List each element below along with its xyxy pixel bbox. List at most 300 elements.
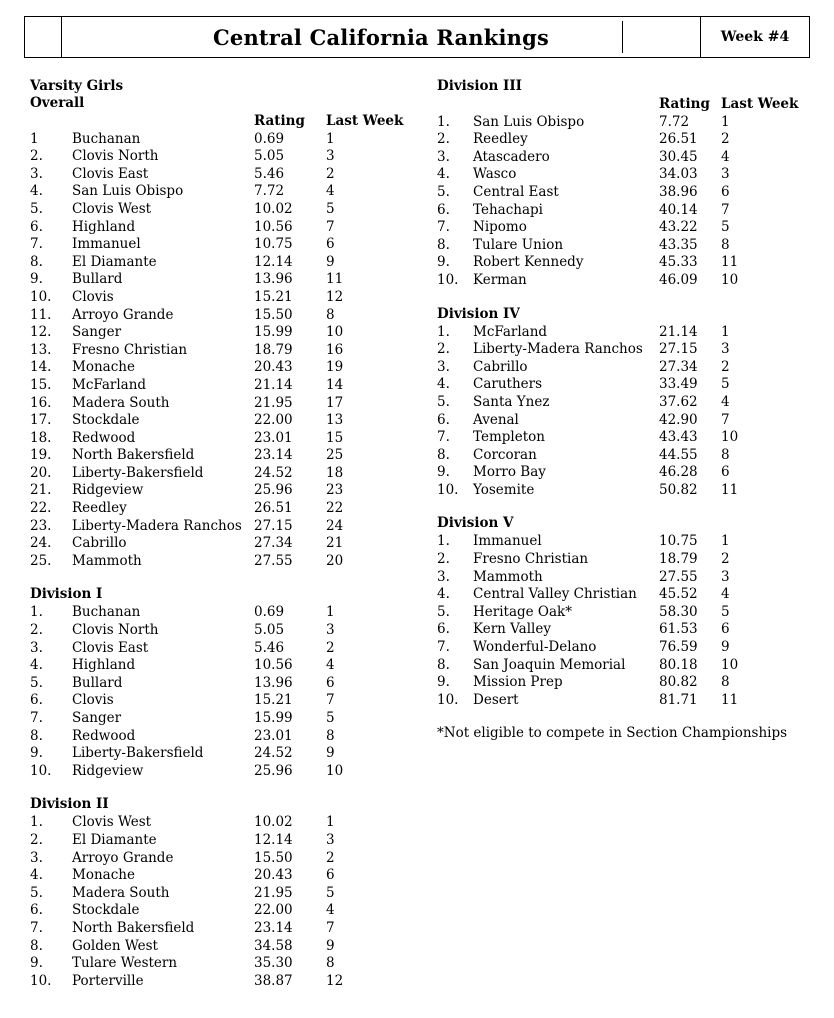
week-label: Week #4 — [720, 29, 790, 45]
rating-cell: 43.43 — [659, 429, 698, 446]
section-title: Overall — [30, 95, 85, 111]
rank-cell: 13. — [30, 341, 52, 358]
team-cell: North Bakersfield — [72, 447, 195, 464]
table-row — [30, 447, 406, 465]
rank-cell: 10. — [30, 288, 52, 305]
table-row — [437, 324, 801, 342]
last-week-cell: 8 — [326, 727, 335, 744]
last-week-cell: 13 — [326, 412, 344, 429]
last-week-cell: 6 — [721, 464, 730, 481]
table-row — [30, 920, 406, 938]
rating-cell: 40.14 — [659, 201, 698, 218]
section-title: Division II — [30, 796, 109, 813]
last-week-cell: 5 — [326, 710, 335, 726]
ranking-section — [437, 78, 817, 290]
rank-cell: 8. — [437, 656, 450, 673]
last-week-cell: 5 — [721, 219, 730, 236]
last-week-cell: 21 — [326, 535, 344, 552]
table-row — [437, 341, 801, 359]
table-row — [437, 604, 801, 622]
footnote: *Not eligible to compete in Section Championships — [437, 725, 788, 742]
last-week-cell: 2 — [721, 551, 730, 568]
rank-cell: 3. — [437, 568, 450, 585]
rating-cell: 15.99 — [254, 710, 293, 726]
team-cell: Clovis North — [72, 148, 159, 165]
rank-cell: 4. — [437, 376, 450, 393]
table-row — [437, 254, 801, 272]
rank-cell: 10. — [437, 271, 459, 288]
team-cell: Liberty-Madera Ranchos — [473, 341, 643, 358]
rank-cell: 6. — [30, 692, 43, 709]
team-cell: Madera South — [72, 394, 170, 411]
table-row — [30, 271, 406, 289]
team-cell: Golden West — [72, 937, 158, 954]
section-title: Division III — [437, 78, 523, 94]
rating-cell: 23.01 — [254, 727, 293, 744]
team-cell: Yosemite — [473, 481, 535, 498]
rank-cell: 6. — [30, 902, 43, 919]
team-cell: Clovis West — [72, 814, 152, 831]
team-cell: Redwood — [72, 429, 136, 446]
rank-cell: 3. — [437, 358, 450, 375]
team-cell: Highland — [72, 657, 136, 674]
rating-cell: 10.56 — [254, 657, 293, 674]
last-week-cell: 7 — [326, 692, 335, 709]
last-week-cell: 7 — [326, 919, 335, 936]
team-cell: Monache — [72, 867, 135, 884]
rank-cell: 8. — [437, 236, 450, 253]
team-cell: Corcoran — [473, 446, 537, 463]
rating-cell: 18.79 — [254, 341, 293, 358]
team-cell: San Joaquin Memorial — [473, 656, 626, 673]
last-week-cell: 15 — [326, 429, 344, 446]
rating-cell: 12.14 — [254, 253, 293, 270]
rating-cell: 21.14 — [254, 376, 293, 393]
rating-cell: 27.15 — [254, 517, 293, 534]
table-row — [30, 254, 406, 272]
last-week-cell: 17 — [326, 394, 344, 411]
rating-cell: 21.14 — [659, 323, 698, 340]
rank-cell: 4. — [437, 166, 450, 183]
rank-cell: 8. — [30, 727, 43, 744]
rank-cell: 1. — [30, 814, 43, 831]
team-cell: Cabrillo — [473, 358, 528, 375]
table-row — [30, 236, 406, 254]
rating-cell: 43.35 — [659, 236, 698, 253]
table-row — [30, 692, 406, 710]
rank-cell: 22. — [30, 500, 52, 517]
last-week-cell: 4 — [721, 393, 730, 410]
rating-cell: 37.62 — [659, 393, 698, 410]
last-week-cell: 4 — [721, 148, 730, 165]
rank-cell: 3. — [30, 639, 43, 656]
rank-cell: 7. — [437, 429, 450, 446]
rank-header — [30, 113, 72, 131]
rank-cell: 1. — [437, 533, 450, 550]
team-cell: Tehachapi — [473, 201, 543, 218]
team-cell: McFarland — [72, 376, 147, 393]
rating-cell: 5.46 — [254, 639, 285, 656]
rank-cell: 5. — [437, 393, 450, 410]
table-row — [30, 342, 406, 360]
table-row — [30, 814, 406, 832]
rating-cell: 20.43 — [254, 867, 293, 884]
rating-cell: 45.33 — [659, 254, 698, 271]
last-week-cell: 4 — [721, 586, 730, 603]
rating-cell: 27.15 — [659, 341, 698, 358]
rank-cell: 2. — [30, 831, 43, 848]
table-row — [30, 482, 406, 500]
table-row — [30, 553, 406, 571]
team-cell: Monache — [72, 359, 135, 376]
last-week-cell: 18 — [326, 464, 344, 481]
rank-cell: 19. — [30, 447, 52, 464]
rating-cell: 22.00 — [254, 412, 293, 429]
team-cell: Kern Valley — [473, 621, 551, 638]
rating-cell: 46.28 — [659, 464, 698, 481]
rating-cell: 44.55 — [659, 446, 698, 463]
rating-cell: 80.18 — [659, 656, 698, 673]
table-row — [30, 675, 406, 693]
last-week-cell: 2 — [721, 358, 730, 375]
last-week-cell: 6 — [326, 674, 335, 691]
last-week-cell: 7 — [721, 411, 730, 428]
last-week-cell: 5 — [326, 200, 335, 217]
table-row — [30, 465, 406, 483]
rankings-table — [437, 324, 801, 500]
rank-cell: 4. — [30, 183, 43, 200]
team-cell: Porterville — [72, 972, 144, 989]
rating-cell: 10.02 — [254, 814, 293, 831]
table-row — [30, 902, 406, 920]
rank-cell: 9. — [437, 674, 450, 691]
rank-cell: 2. — [437, 341, 450, 358]
table-row — [30, 412, 406, 430]
team-cell: Caruthers — [473, 376, 543, 393]
last-week-cell: 8 — [721, 674, 730, 691]
table-header-row — [437, 96, 801, 114]
rank-cell: 2. — [30, 148, 43, 165]
rating-cell: 15.50 — [254, 849, 293, 866]
rank-cell: 7. — [437, 219, 450, 236]
table-row — [437, 447, 801, 465]
last-week-cell: 11 — [721, 691, 739, 708]
table-row — [437, 219, 801, 237]
rating-cell: 24.52 — [254, 464, 293, 481]
team-cell: Bullard — [72, 271, 123, 288]
table-row — [437, 692, 801, 710]
team-cell: Tulare Union — [473, 236, 564, 253]
rating-cell: 15.21 — [254, 692, 293, 709]
team-cell: Arroyo Grande — [72, 306, 174, 323]
last-week-cell: 7 — [721, 201, 730, 218]
last-week-cell: 4 — [326, 902, 335, 919]
rating-cell: 34.03 — [659, 166, 698, 183]
rank-cell: 3. — [437, 148, 450, 165]
last-week-cell: 11 — [326, 271, 344, 288]
table-row — [437, 429, 801, 447]
rating-cell: 13.96 — [254, 674, 293, 691]
table-row — [437, 482, 801, 500]
last-week-cell: 2 — [326, 639, 335, 656]
table-row — [437, 621, 801, 639]
rank-cell: 4. — [30, 657, 43, 674]
last-week-cell: 10 — [326, 324, 344, 341]
rank-cell: 2. — [30, 622, 43, 639]
rating-cell: 10.02 — [254, 200, 293, 217]
rating-cell: 24.52 — [254, 745, 293, 762]
section-title: Division IV — [437, 305, 520, 322]
rating-cell: 27.34 — [659, 358, 698, 375]
table-row — [30, 973, 406, 991]
table-row — [30, 518, 406, 536]
team-cell: Buchanan — [72, 130, 141, 147]
last-week-cell: 2 — [326, 165, 335, 182]
rating-cell: 5.05 — [254, 622, 285, 639]
team-cell: El Diamante — [72, 253, 157, 270]
table-row — [437, 184, 801, 202]
table-row — [437, 533, 801, 551]
last-week-cell: 3 — [721, 166, 730, 183]
table-row — [437, 569, 801, 587]
rank-cell: 1. — [437, 113, 450, 130]
table-row — [30, 955, 406, 973]
right-sections — [437, 78, 817, 709]
rank-cell: 3. — [30, 165, 43, 182]
rating-cell: 50.82 — [659, 481, 698, 498]
table-row — [30, 885, 406, 903]
table-row — [437, 464, 801, 482]
team-cell: Liberty-Madera Ranchos — [72, 517, 242, 534]
table-row — [30, 500, 406, 518]
rating-cell: 43.22 — [659, 219, 698, 236]
left-sections — [30, 95, 430, 990]
last-week-cell: 5 — [721, 376, 730, 393]
table-row — [30, 289, 406, 307]
rank-cell: 5. — [437, 183, 450, 200]
rating-cell: 5.46 — [254, 165, 285, 182]
team-cell: Redwood — [72, 727, 136, 744]
rank-cell: 2. — [437, 131, 450, 148]
rank-cell: 8. — [437, 446, 450, 463]
table-row — [30, 324, 406, 342]
last-week-cell: 10 — [721, 429, 739, 446]
team-cell: Nipomo — [473, 219, 527, 236]
team-cell: Sanger — [72, 324, 122, 341]
table-row — [30, 657, 406, 675]
team-cell: Highland — [72, 218, 136, 235]
rating-cell: 45.52 — [659, 586, 698, 603]
ranking-section — [30, 796, 430, 990]
rank-cell: 8. — [30, 253, 43, 270]
last-week-cell: 8 — [721, 446, 730, 463]
rating-cell: 23.01 — [254, 429, 293, 446]
last-week-cell: 6 — [326, 867, 335, 884]
rank-cell: 9. — [30, 955, 43, 972]
table-row — [30, 131, 406, 149]
rank-cell: 10. — [437, 481, 459, 498]
team-cell: Clovis — [72, 288, 114, 305]
team-cell: Cabrillo — [72, 535, 127, 552]
last-week-cell: 3 — [721, 341, 730, 358]
rating-cell: 76.59 — [659, 639, 698, 656]
team-cell: Central East — [473, 183, 559, 200]
rank-cell: 1. — [437, 323, 450, 340]
rank-cell: 12. — [30, 324, 52, 341]
rating-cell: 21.95 — [254, 394, 293, 411]
rank-cell: 6. — [30, 218, 43, 235]
rank-cell: 7. — [30, 236, 43, 253]
team-cell: Fresno Christian — [473, 551, 589, 568]
rating-cell: 22.00 — [254, 902, 293, 919]
text-cursor — [622, 21, 623, 53]
rank-cell: 17. — [30, 412, 52, 429]
table-row — [30, 622, 406, 640]
rating-header: Rating — [659, 96, 710, 112]
rankings-table — [437, 96, 801, 290]
rating-cell: 7.72 — [254, 183, 285, 200]
team-cell: North Bakersfield — [72, 919, 195, 936]
table-row — [30, 148, 406, 166]
rating-cell: 23.14 — [254, 447, 293, 464]
rank-header — [437, 96, 473, 114]
document-header — [24, 16, 810, 58]
table-row — [437, 166, 801, 184]
team-cell: Stockdale — [72, 902, 140, 919]
table-row — [30, 307, 406, 325]
team-cell: Arroyo Grande — [72, 849, 174, 866]
team-cell: Clovis North — [72, 622, 159, 639]
rating-cell: 30.45 — [659, 148, 698, 165]
last-week-cell: 12 — [326, 972, 344, 989]
rating-cell: 61.53 — [659, 621, 698, 638]
rankings-document — [0, 16, 834, 1018]
team-cell: Morro Bay — [473, 464, 546, 481]
team-cell: Madera South — [72, 884, 170, 901]
last-week-cell: 4 — [326, 657, 335, 674]
team-cell: Robert Kennedy — [473, 254, 584, 271]
team-cell: Templeton — [473, 429, 545, 446]
last-week-cell: 1 — [721, 113, 730, 130]
table-row — [30, 377, 406, 395]
rating-cell: 26.51 — [659, 131, 698, 148]
rank-cell: 7. — [30, 919, 43, 936]
table-row — [30, 183, 406, 201]
table-row — [30, 604, 406, 622]
rating-cell: 12.14 — [254, 831, 293, 848]
table-row — [30, 867, 406, 885]
team-cell: Clovis East — [72, 639, 149, 656]
rankings-table — [437, 533, 801, 709]
last-week-cell: 6 — [326, 236, 335, 253]
rank-cell: 20. — [30, 464, 52, 481]
table-row — [437, 131, 801, 149]
rating-cell: 42.90 — [659, 411, 698, 428]
last-week-cell: 16 — [326, 341, 344, 358]
table-row — [437, 674, 801, 692]
last-week-cell: 9 — [721, 639, 730, 656]
table-row — [30, 430, 406, 448]
table-row — [437, 639, 801, 657]
team-cell: Tulare Western — [72, 955, 178, 972]
header-title-cell — [62, 17, 700, 57]
last-week-cell: 8 — [721, 236, 730, 253]
table-row — [30, 359, 406, 377]
team-cell: Mammoth — [473, 568, 543, 585]
last-week-cell: 22 — [326, 500, 344, 517]
table-row — [30, 640, 406, 658]
table-row — [30, 850, 406, 868]
left-column — [30, 78, 430, 1006]
team-cell: Sanger — [72, 710, 122, 726]
rating-cell: 35.30 — [254, 955, 293, 972]
rating-cell: 58.30 — [659, 603, 698, 620]
last-week-cell: 5 — [326, 884, 335, 901]
rank-cell: 18. — [30, 429, 52, 446]
team-cell: Santa Ynez — [473, 393, 550, 410]
header-week-cell — [700, 17, 809, 57]
table-row — [437, 657, 801, 675]
rating-cell: 81.71 — [659, 691, 698, 708]
team-cell: Wonderful-Delano — [473, 639, 597, 656]
table-row — [437, 394, 801, 412]
team-cell: Ridgeview — [72, 762, 144, 779]
rating-cell: 25.96 — [254, 482, 293, 499]
last-week-cell: 9 — [326, 745, 335, 762]
rating-cell: 0.69 — [254, 130, 285, 147]
table-row — [437, 272, 801, 290]
team-cell: El Diamante — [72, 831, 157, 848]
rank-cell: 16. — [30, 394, 52, 411]
last-week-cell: 1 — [721, 323, 730, 340]
rating-cell: 38.96 — [659, 183, 698, 200]
team-cell: Liberty-Bakersfield — [72, 745, 204, 762]
rating-cell: 0.69 — [254, 604, 285, 621]
rank-cell: 5. — [30, 200, 43, 217]
last-week-cell: 10 — [721, 271, 739, 288]
team-cell: Liberty-Bakersfield — [72, 464, 204, 481]
rank-cell: 9. — [437, 464, 450, 481]
rank-cell: 23. — [30, 517, 52, 534]
rank-cell: 11. — [30, 306, 52, 323]
rank-cell: 15. — [30, 376, 52, 393]
table-row — [437, 359, 801, 377]
last-week-cell: 11 — [721, 254, 739, 271]
rank-cell: 1 — [30, 130, 39, 147]
rankings-table — [30, 814, 406, 990]
last-week-cell: 1 — [326, 130, 335, 147]
header-left-spacer — [25, 17, 62, 57]
rank-cell: 4. — [30, 867, 43, 884]
last-week-cell: 12 — [326, 288, 344, 305]
rating-cell: 5.05 — [254, 148, 285, 165]
rating-cell: 10.75 — [254, 236, 293, 253]
rating-cell: 80.82 — [659, 674, 698, 691]
rating-header: Rating — [254, 113, 305, 129]
rank-cell: 10. — [30, 762, 52, 779]
last-week-cell: 3 — [326, 831, 335, 848]
right-column — [437, 78, 817, 741]
last-week-cell: 9 — [326, 937, 335, 954]
rank-cell: 7. — [437, 639, 450, 656]
last-week-header: Last Week — [326, 113, 404, 129]
last-week-cell: 1 — [326, 814, 335, 831]
rating-cell: 34.58 — [254, 937, 293, 954]
section-title: Division V — [437, 515, 514, 532]
team-cell: Desert — [473, 691, 519, 708]
team-cell: Avenal — [473, 411, 519, 428]
rating-cell: 7.72 — [659, 113, 690, 130]
